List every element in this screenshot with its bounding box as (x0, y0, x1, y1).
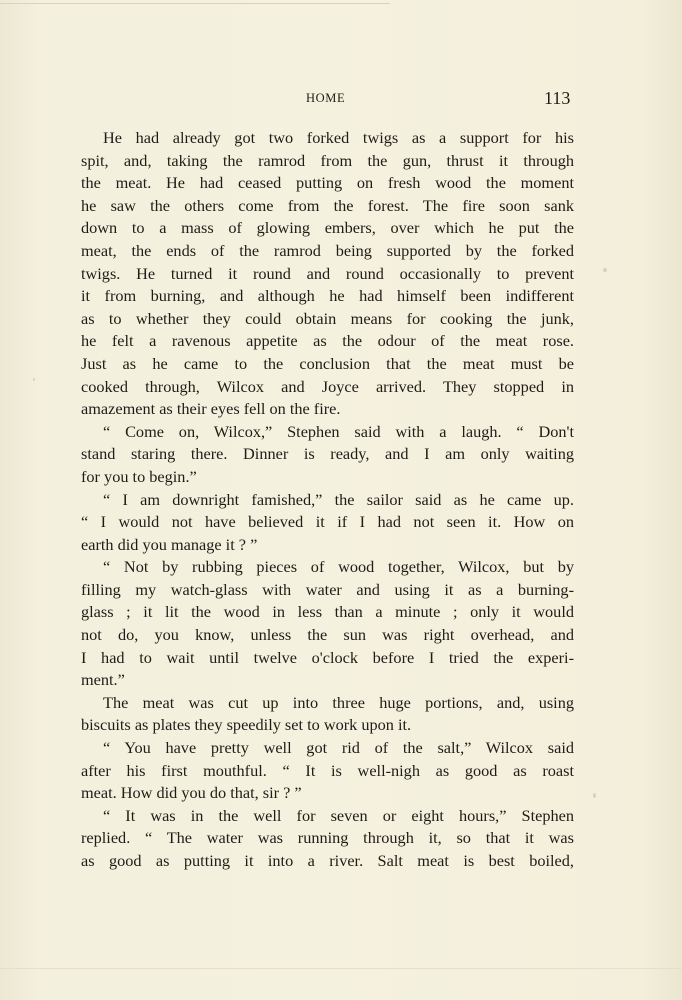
text-line: not do, you know, unless the sun was right overhead, and (81, 625, 574, 645)
text-line: for you to begin.” (81, 466, 197, 486)
text-line: filling my watch-glass with water and using it as a burning- (81, 579, 574, 599)
text-line: he saw the others come from the forest. The fire soon sank (81, 195, 574, 215)
text-line: ment.” (81, 670, 125, 690)
running-head (0, 88, 682, 112)
page-number: 113 (544, 88, 571, 108)
text-line: Just as he came to the conclusion that the meat must be (81, 353, 574, 373)
text-line: meat, the ends of the ramrod being supported by the forked (81, 240, 574, 260)
top-edge-line (0, 3, 390, 4)
text-line: He had already got two forked twigs as a support for his (103, 128, 574, 147)
text-line: “ I am downright famished,” the sailor said as he came up. (103, 489, 574, 509)
text-line: “ Not by rubbing pieces of wood together, Wilcox, but by (103, 557, 574, 577)
running-title: HOME (306, 91, 346, 105)
text-line: “ It was in the well for seven or eight hours,” Stephen (103, 805, 574, 825)
text-line: after his first mouthful. “ It is well-nigh as good as roast (81, 760, 574, 780)
text-line: as good as putting it into a river. Salt meat is best boiled, (81, 851, 574, 870)
bottom-edge-line (0, 968, 682, 969)
text-line: as to whether they could obtain means for cooking the junk, (81, 308, 574, 328)
text-line: I had to wait until twelve o'clock before I tried the experi- (81, 647, 574, 667)
text-line: down to a mass of glowing embers, over which he put the (81, 218, 574, 238)
body-text (81, 127, 574, 873)
text-line: glass ; it lit the wood in less than a minute ; only it would (81, 602, 574, 622)
paper-speck (33, 378, 35, 381)
text-line: the meat. He had ceased putting on fresh wood the moment (81, 173, 574, 193)
text-line: twigs. He turned it round and round occasionally to prevent (81, 263, 574, 283)
text-line: he felt a ravenous appetite as the odour of the meat rose. (81, 331, 574, 351)
paper-speck (593, 793, 596, 798)
paper-speck (603, 268, 607, 272)
text-line: spit, and, taking the ramrod from the gun, thrust it through (81, 150, 574, 170)
text-line: “ You have pretty well got rid of the salt,” Wilcox said (103, 738, 574, 758)
text-line: it from burning, and although he had himself been indifferent (81, 286, 574, 306)
text-line: meat. How did you do that, sir ? ” (81, 783, 302, 803)
text-line: The meat was cut up into three huge portions, and, using (103, 692, 574, 712)
text-line: replied. “ The water was running through it, so that it was (81, 828, 574, 848)
text-line: biscuits as plates they speedily set to work upon it. (81, 715, 412, 735)
text-line: amazement as their eyes fell on the fire. (81, 399, 341, 419)
text-line: cooked through, Wilcox and Joyce arrived. They stopped in (81, 376, 574, 396)
text-line: “ I would not have believed it if I had not seen it. How on (81, 512, 574, 532)
text-line: earth did you manage it ? ” (81, 534, 258, 554)
text-line: “ Come on, Wilcox,” Stephen said with a laugh. “ Don't (103, 421, 574, 441)
text-line: stand staring there. Dinner is ready, and I am only waiting (81, 444, 574, 464)
